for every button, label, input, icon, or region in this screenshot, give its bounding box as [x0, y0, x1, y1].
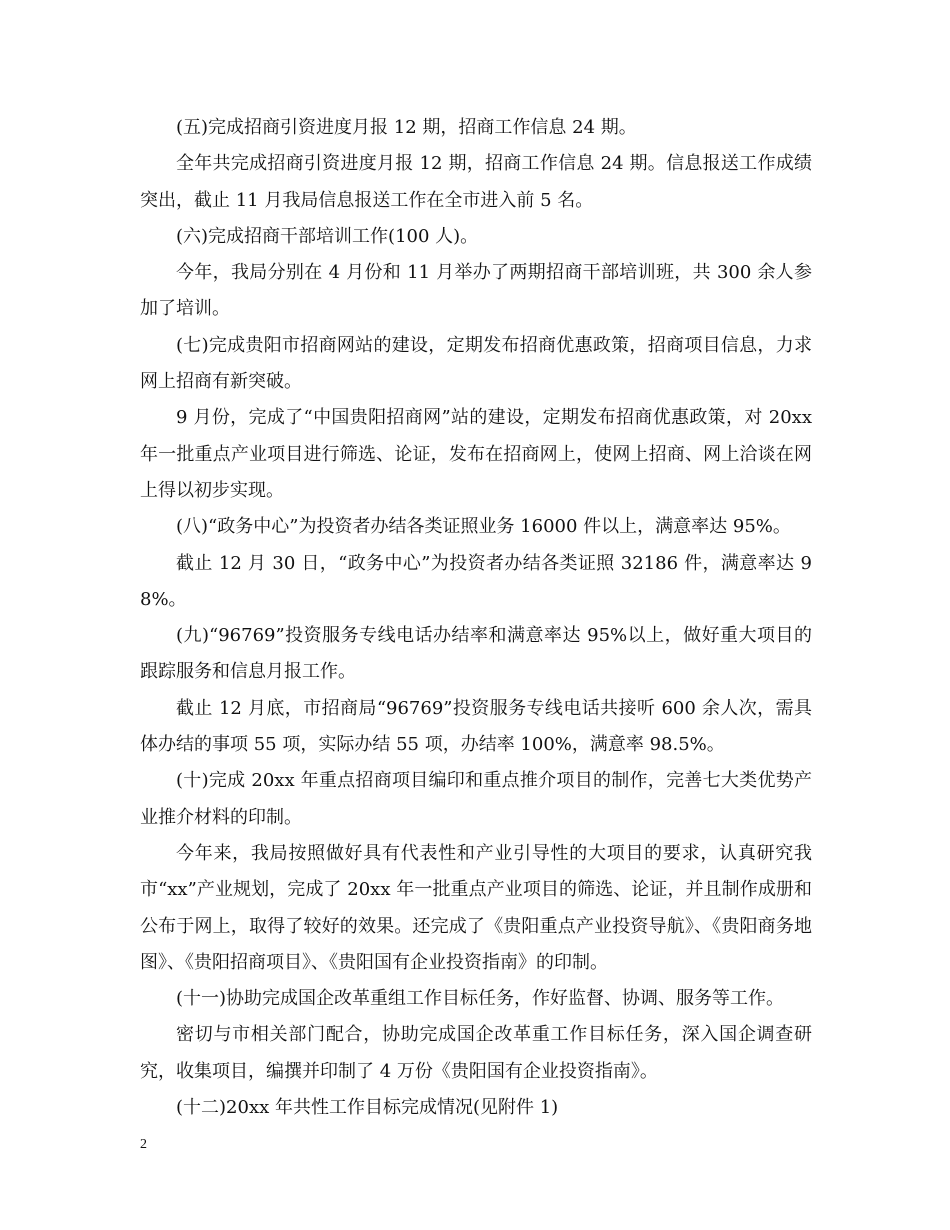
paragraph: (九)“96769”投资服务专线电话办结率和满意率达 95%以上，做好重大项目的跟踪服务和信息月报工作。: [140, 625, 812, 683]
paragraph: 9 月份，完成了“中国贵阳招商网”站的建设，定期发布招商优惠政策，对 20xx 年一批重点产业项目进行筛选、论证，发布在招商网上，使网上招商、网上洽谈在网上得以初步实现。: [140, 407, 812, 501]
paragraph: (十)完成 20xx 年重点招商项目编印和重点推介项目的制作，完善七大类优势产业推介材料的印制。: [140, 770, 812, 828]
paragraph: (七)完成贵阳市招商网站的建设，定期发布招商优惠政策，招商项目信息，力求网上招商有新突破。: [140, 334, 812, 393]
paragraph: 全年共完成招商引资进度月报 12 期，招商工作信息 24 期。信息报送工作成绩突出，截止 11 月我局信息报送工作在全市进入前 5 名。: [140, 153, 812, 211]
paragraph: 密切与市相关部门配合，协助完成国企改革重工作目标任务，深入国企调查研究，收集项目，编撰并印制了 4 万份《贵阳国有企业投资指南》。: [140, 1024, 812, 1082]
paragraph: 截止 12 月 30 日，“政务中心”为投资者办结各类证照 32186 件，满意率达 98%。: [140, 552, 812, 610]
paragraph: (五)完成招商引资进度月报 12 期，招商工作信息 24 期。: [176, 117, 637, 138]
paragraph: 今年来，我局按照做好具有代表性和产业引导性的大项目的要求，认真研究我市“xx”产业规划，完成了 20xx 年一批重点产业项目的筛选、论证，并且制作成册和公布于网上，取得了较好的效果。还完成了《贵阳重点产业投资导航》、《贵阳商务地图》、《贵阳招商项目》、《贵阳国有企业投资指南》的印制。: [140, 842, 812, 973]
paragraph: (十一)协助完成国企改革重组工作目标任务，作好监督、协调、服务等工作。: [176, 988, 785, 1010]
page-number: 2: [140, 1137, 147, 1152]
paragraph: 今年，我局分别在 4 月份和 11 月举办了两期招商干部培训班，共 300 余人参加了培训。: [140, 262, 812, 320]
paragraph: 截止 12 月底，市招商局“96769”投资服务专线电话共接听 600 余人次，需具体办结的事项 55 项，实际办结 55 项，办结率 100%，满意率 98.5%。: [140, 697, 812, 756]
paragraph: (十二)20xx 年共性工作目标完成情况(见附件 1): [176, 1097, 559, 1119]
paragraph: (八)“政务中心”为投资者办结各类证照业务 16000 件以上，满意率达 95%。: [176, 516, 791, 538]
paragraph: (六)完成招商干部培训工作(100 人)。: [176, 225, 479, 247]
document-body: [140, 110, 812, 1126]
